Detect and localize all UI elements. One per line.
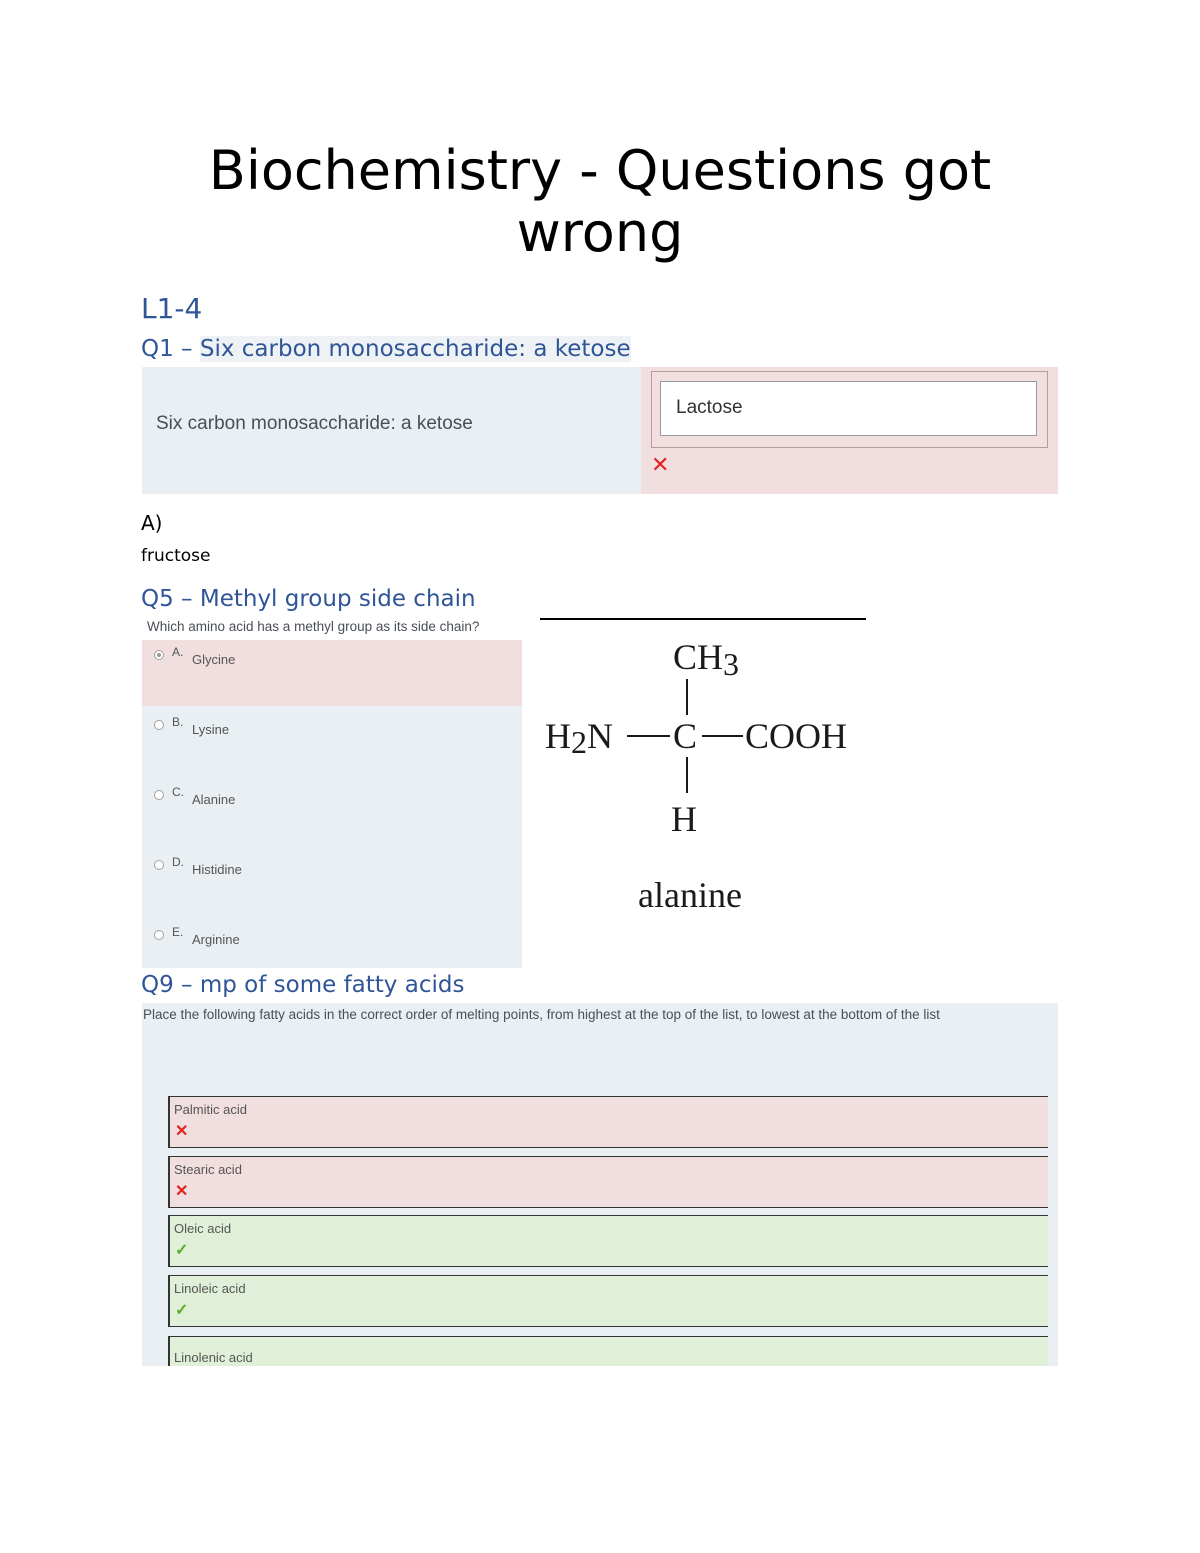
radio-icon[interactable] [154, 930, 164, 940]
fatty-acid-name: Palmitic acid [174, 1102, 247, 1117]
option-label: Lysine [192, 722, 230, 737]
center-carbon: C [673, 716, 698, 756]
q5-options-panel [142, 640, 522, 968]
structure-name: alanine [638, 875, 742, 915]
document-title: Biochemistry - Questions got wrong [208, 139, 992, 264]
option-letter: E. [172, 925, 184, 939]
top-group: CH3 [673, 637, 740, 682]
option-letter: B. [172, 715, 184, 729]
q9-instruction: Place the following fatty acids in the correct order of melting points, from highest at the top of the list, to lowest at the bottom of the list [143, 1007, 940, 1022]
alanine-structure-diagram [540, 617, 866, 927]
cross-icon: ✕ [175, 1183, 189, 1200]
option-letter: A. [172, 645, 184, 659]
option-lysine[interactable] [142, 710, 522, 776]
fatty-acid-item-stearic[interactable] [168, 1156, 1048, 1208]
radio-icon[interactable] [154, 790, 164, 800]
left-group: H2N [545, 716, 613, 760]
option-glycine[interactable] [142, 640, 522, 706]
check-icon: ✓ [175, 1302, 189, 1319]
option-alanine[interactable] [142, 780, 522, 846]
q1-question-panel [142, 367, 1058, 494]
section-heading: L1-4 [141, 292, 203, 325]
option-letter: D. [172, 855, 184, 869]
q9-ordering-panel [142, 1003, 1058, 1366]
q1-answer-frame [651, 371, 1048, 448]
option-label: Histidine [192, 862, 242, 877]
fatty-acid-name: Oleic acid [174, 1221, 232, 1236]
check-icon: ✓ [175, 1242, 189, 1259]
q1-prompt: Six carbon monosaccharide: a ketose [156, 413, 473, 434]
cross-icon: ✕ [175, 1123, 189, 1140]
bottom-group: H [671, 799, 697, 839]
q1-heading-prefix: Q1 – [141, 336, 200, 362]
right-group: COOH [745, 716, 848, 756]
fatty-acid-item-linoleic[interactable] [168, 1275, 1048, 1327]
q5-heading: Q5 – Methyl group side chain [141, 586, 476, 612]
option-arginine[interactable] [142, 920, 522, 968]
radio-icon[interactable] [154, 860, 164, 870]
option-label: Arginine [192, 932, 240, 947]
q1-answer-input[interactable]: Lactose [660, 381, 1037, 436]
q1-answer-area [641, 367, 1058, 494]
radio-icon[interactable] [154, 720, 164, 730]
q1-heading [141, 336, 631, 362]
fatty-acid-item-palmitic[interactable] [168, 1096, 1048, 1148]
option-histidine[interactable] [142, 850, 522, 916]
fatty-acid-name: Linolenic acid [174, 1350, 253, 1365]
q5-question-text: Which amino acid has a methyl group as its side chain? [147, 619, 480, 634]
option-label: Glycine [192, 652, 236, 667]
radio-selected-icon[interactable] [154, 650, 164, 660]
fatty-acid-name: Stearic acid [174, 1162, 242, 1177]
fatty-acid-item-oleic[interactable] [168, 1215, 1048, 1267]
cross-icon: ✕ [651, 453, 670, 478]
option-label: Alanine [192, 792, 236, 807]
fatty-acid-name: Linoleic acid [174, 1281, 246, 1296]
option-letter: C. [172, 785, 184, 799]
q1-heading-topic: Six carbon monosaccharide: a ketose [199, 336, 631, 362]
q1-answer-label: A) [141, 511, 163, 535]
q1-correct-answer: fructose [141, 546, 211, 566]
fatty-acid-item-linolenic[interactable] [168, 1336, 1048, 1366]
q9-heading: Q9 – mp of some fatty acids [141, 972, 465, 998]
